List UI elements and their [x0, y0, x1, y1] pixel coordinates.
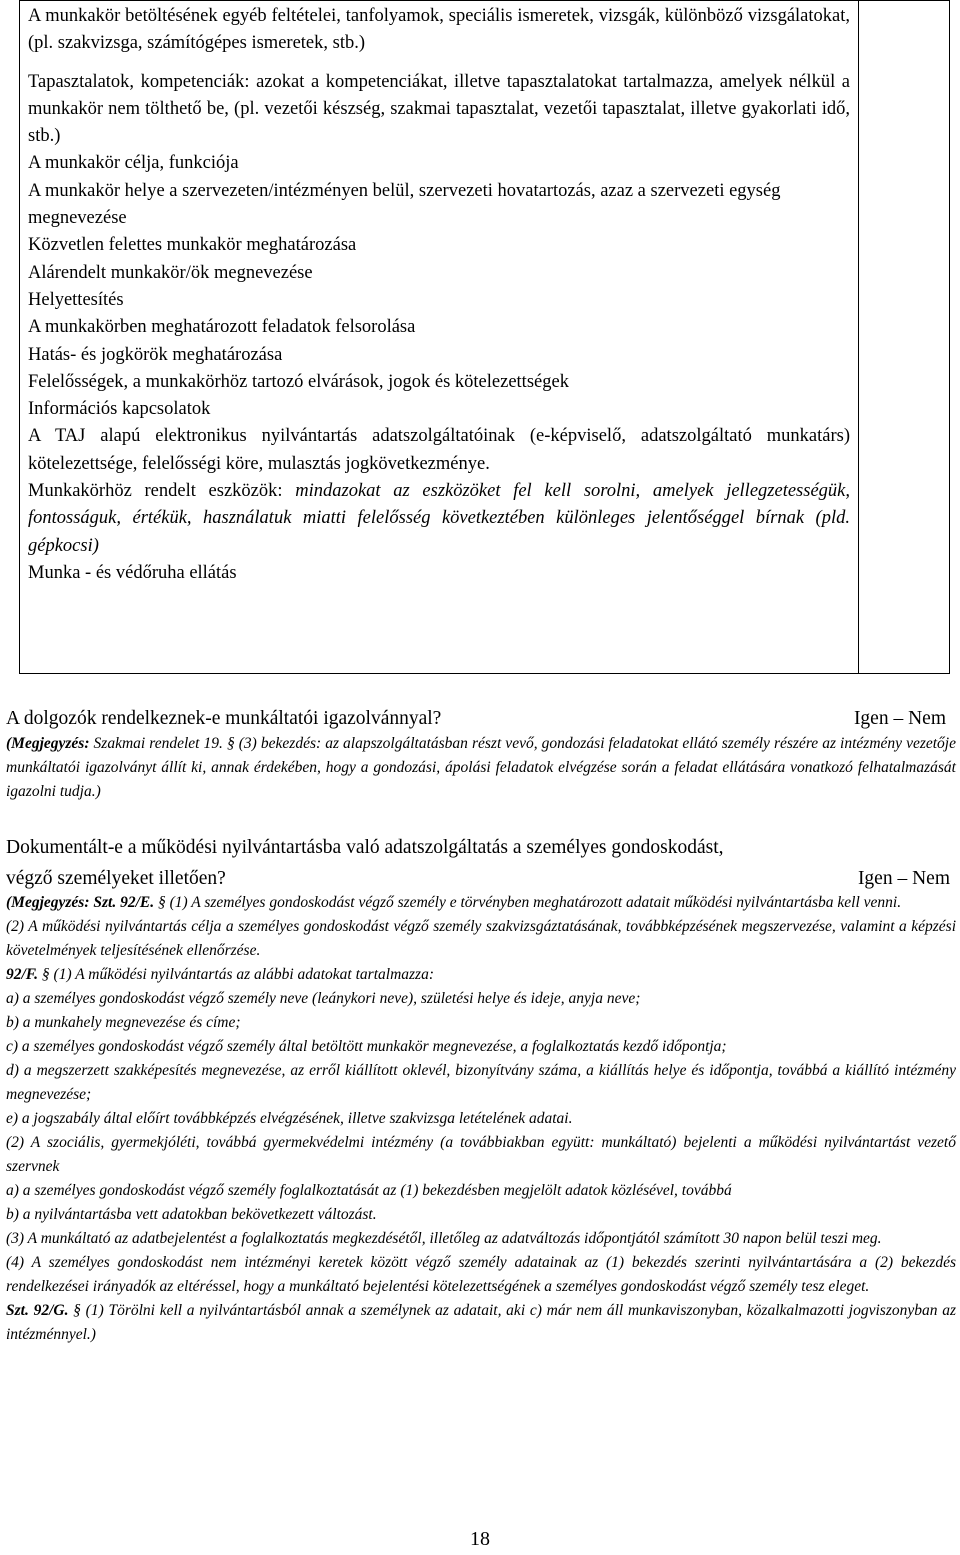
list-item: a) a személyes gondoskodást végző személy neve (leánykori neve), születési helye és ideje, anyja neve;	[6, 990, 641, 1007]
question-line2-wrap	[6, 863, 956, 894]
table-row: Alárendelt munkakör/ök megnevezése	[28, 262, 313, 283]
note-text: § (1) A működési nyilvántartás az alábbi adatokat tartalmazza:	[38, 966, 434, 983]
tools-row	[28, 478, 850, 560]
section-ref: 92/F.	[6, 966, 39, 983]
table-row: A TAJ alapú elektronikus nyilvántartás adatszolgáltatóinak (e-képviselő, adatszolgáltató munkatárs) kötelezettsége, felelősségi köre, mulasztás jogkövetkezménye.	[28, 426, 850, 474]
note-text: Szakmai rendelet 19. § (3) bekezdés: az alapszolgáltatásban részt vevő, gondozási feladatokat ellátó személy részére az intézmény vezetője munkáltatói igazolványt állít ki, annak érdekében, hogy a gondozási, ápolási feladatok elvégzése során a feladat ellátására vonatkozó felhatalmazását igazolni tudja.)	[6, 735, 956, 800]
table-row: Felelősségek, a munkakörhöz tartozó elvárások, jogok és kötelezettségek	[28, 371, 569, 392]
table-row: A munkakör betöltésének egyéb feltételei, tanfolyamok, speciális ismeretek, vizsgák, különböző vizsgálatokat, (pl. szakvizsga, számítógépes ismeretek, stb.)	[28, 6, 850, 54]
section-ref: Szt. 92/G.	[6, 1302, 69, 1319]
note-paragraph	[6, 891, 956, 915]
question-text-line1: Dokumentált-e a működési nyilvántartásba való adatszolgáltatás a személyes gondoskodást,	[6, 837, 724, 858]
note-text: § (1) A személyes gondoskodást végző személy e törvényben meghatározott adatait működési nyilvántartásba kell venni.	[154, 894, 902, 911]
note-label: (Megjegyzés:	[6, 735, 90, 752]
table-row: Hatás- és jogkörök meghatározása	[28, 344, 283, 365]
question-text: A dolgozók rendelkeznek-e munkáltatói igazolvánnyal?	[6, 708, 442, 729]
table-row: Helyettesítés	[28, 289, 124, 310]
note-paragraph	[6, 963, 956, 987]
table-row: A munkakör helye a szervezeten/intézményen belül, szervezeti hovatartozás, azaz a szervezeti egység megnevezése	[28, 180, 781, 229]
note-paragraph: (4) A személyes gondoskodást nem intézményi keretek között végző személy adatainak az (1) bekezdés szerinti nyilvántartására a (2) bekezdés rendelkezései irányadók az eltéréssel, hogy a munkáltató bejelentési kötelezettségének a személyes gondoskodást végző személy tesz eleget.	[6, 1254, 956, 1295]
question-id-card	[6, 703, 946, 734]
list-item: c) a személyes gondoskodást végző személy által betöltött munkakör megnevezése, a foglalkoztatás kezdő időpontja;	[6, 1038, 727, 1055]
list-item: e) a jogszabály által előírt továbbképzés elvégzésének, illetve szakvizsga letételének adatai.	[6, 1110, 573, 1127]
list-item: d) a megszerzett szakképesítés megnevezése, az erről kiállított oklevél, bizonyítvány száma, a kiállítás helye és időpontja, továbbá a kiállító intézmény megnevezése;	[6, 1062, 956, 1103]
tools-description: mindazokat az eszközöket fel kell sorolni, amelyek jellegzetességük, fontosságuk, értékük, használatuk miatti felelősség következtében különleges jelentőséggel bírnak (pld. gépkocsi)	[28, 481, 850, 556]
question-text-line2: végző személyeket illetően?	[6, 868, 226, 889]
table-row: A munkakörben meghatározott feladatok felsorolása	[28, 317, 416, 338]
answer-options: Igen – Nem	[853, 708, 946, 729]
table-row: Információs kapcsolatok	[28, 399, 211, 420]
note-id-card	[6, 732, 956, 804]
table-left-cell	[20, 1, 859, 674]
job-description-table	[19, 0, 950, 674]
note-text: § (1) Törölni kell a nyilvántartásból annak a személynek az adatait, aki c) már nem áll munkaviszonyban, közalkalmazotti jogviszonyban az intézménnyel.)	[6, 1302, 957, 1343]
note-paragraph: (2) A működési nyilvántartás célja a személyes gondoskodást végző személy szakvizsgáztatásának, továbbképzésének megszervezése, valamint a képzési követelmények teljesítésének ellenőrzése.	[6, 918, 956, 959]
note-paragraph: (2) A szociális, gyermekjóléti, továbbá gyermekvédelmi intézmény (a továbbiakban együtt: munkáltató) bejelenti a működési nyilvántartást vezető szervnek	[6, 1134, 956, 1175]
page-number: 18	[470, 1528, 490, 1550]
table-row: Közvetlen felettes munkakör meghatározása	[28, 235, 357, 256]
note-registry	[6, 891, 956, 1347]
tools-label: Munkakörhöz rendelt eszközök:	[28, 481, 296, 502]
clothing-row: Munka - és védőruha ellátás	[28, 562, 237, 583]
list-item: b) a nyilvántartásba vett adatokban bekövetkezett változást.	[6, 1206, 377, 1223]
answer-options: Igen – Nem	[857, 868, 950, 889]
table-row: A munkakör célja, funkciója	[28, 153, 239, 174]
note-paragraph	[6, 1299, 956, 1347]
question-registry	[6, 832, 956, 894]
list-item: a) a személyes gondoskodást végző személy foglalkoztatását az (1) bekezdésben megjelölt adatok közlésével, továbbá	[6, 1182, 732, 1199]
table-right-cell	[859, 1, 950, 674]
table-row: Tapasztalatok, kompetenciák: azokat a kompetenciákat, illetve tapasztalatokat tartalmazza, amelyek nélkül a munkakör nem tölthető be, (pl. vezetői készség, szakmai tapasztalat, vezetői tapasztalat, illetve gyakorlati idő, stb.)	[28, 71, 850, 147]
list-item: b) a munkahely megnevezése és címe;	[6, 1014, 241, 1031]
note-label: (Megjegyzés: Szt. 92/E.	[6, 894, 155, 911]
note-paragraph: (3) A munkáltató az adatbejelentést a foglalkoztatás megkezdésétől, illetőleg az adatváltozás időpontjától számított 30 napon belül teszi meg.	[6, 1230, 882, 1247]
